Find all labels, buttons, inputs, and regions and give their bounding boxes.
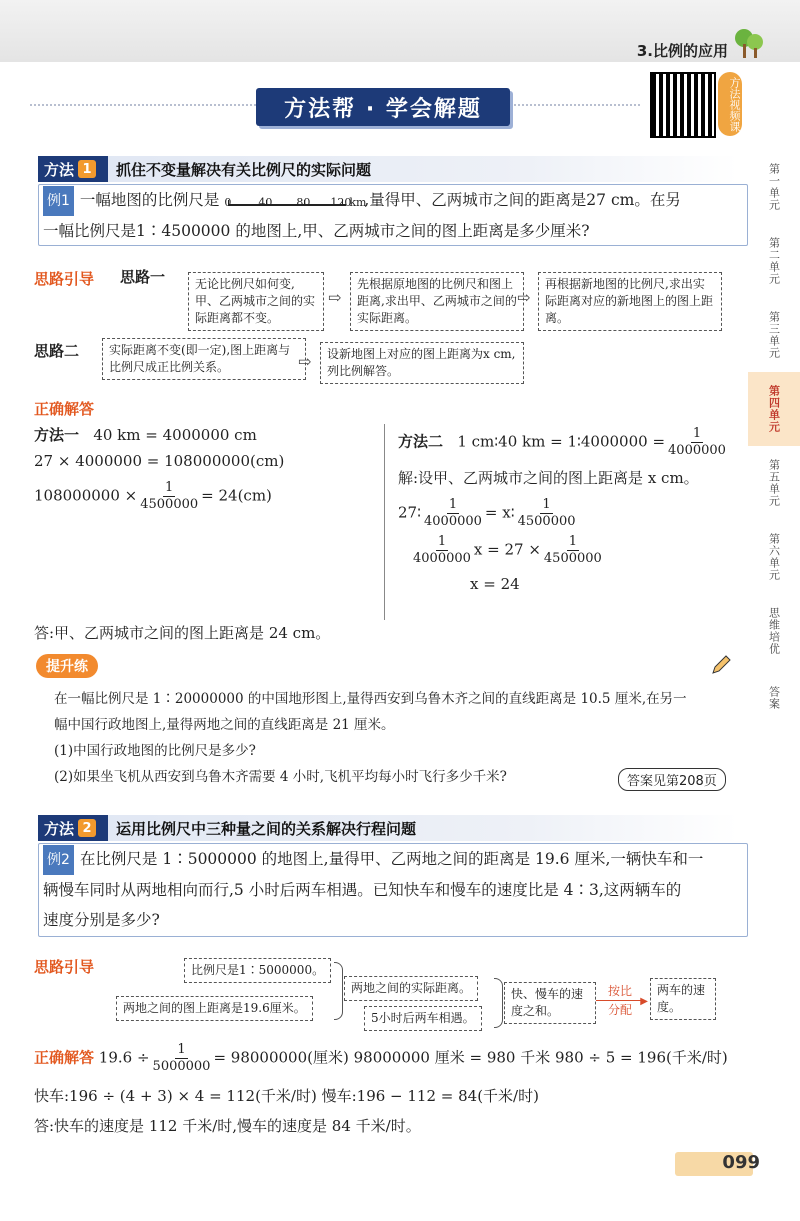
tab-unit-4[interactable]: 第四单元 — [748, 372, 800, 446]
example-text: ,量得甲、乙两城市之间的距离是27 cm。在另 — [364, 191, 681, 209]
solution-line: 1 cm∶40 km = 1∶4000000 = — [457, 432, 666, 451]
section-banner: 方法帮 · 学会解题 — [256, 88, 510, 126]
tab-unit-1[interactable]: 第一单元 — [767, 163, 781, 211]
solution-method-2 — [398, 426, 729, 597]
solution-line: x = 27 × — [473, 540, 541, 559]
example-2-box — [38, 843, 748, 937]
fraction: $\frac{1}{4000000}$ — [424, 497, 482, 529]
example-text: 辆慢车同时从两地相向而行,5 小时后两车相遇。已知快车和慢车的速度比是 4∶3,这两辆车的 — [43, 881, 682, 899]
tree-icon — [734, 24, 764, 60]
brace — [494, 978, 503, 1028]
method-label: 方法 2 — [38, 815, 108, 841]
guide-label: 思路引导 — [34, 270, 95, 288]
tab-unit-2[interactable]: 第二单元 — [767, 237, 781, 285]
practice-label: 提升练 — [36, 654, 98, 678]
method-1-title: 抓住不变量解决有关比例尺的实际问题 — [116, 160, 372, 179]
answer-label: 正确解答 — [34, 400, 95, 418]
arrow-icon: ⇨ — [517, 288, 531, 307]
tab-answers[interactable]: 答案 — [767, 686, 781, 710]
idea-2-label: 思路二 — [34, 342, 80, 360]
example-1-box — [38, 184, 748, 246]
method-2-header — [38, 815, 738, 841]
arrow-icon: ⇨ — [328, 288, 342, 307]
practice-question-1: (1)中国行政地图的比例尺是多少? — [54, 743, 256, 759]
final-answer: 答:甲、乙两城市之间的图上距离是 24 cm。 — [34, 624, 331, 642]
scale-unit: km — [349, 196, 367, 209]
fraction: $\frac{1}{4500000}$ — [517, 497, 576, 529]
method-2-answer: 正确解答 19.6 ÷ $\frac{1}{5000000}$ = 98000000(厘米) 98000000 厘米 = 980 千米 980 ÷ 5 = 196(千米/时) 快车:196 ÷ (4 + 3) × 4 = 112(千米/时) 慢车:196 − 112 = 84(千米/时) 答:快车的速度是 112 千米/时,慢车的速度是 84 千米/时。 — [34, 1042, 728, 1141]
pencil-icon — [710, 654, 732, 676]
final-answer: 答:快车的速度是 112 千米/时,慢车的速度是 84 千米/时。 — [34, 1117, 421, 1135]
solution-line: 解:设甲、乙两城市之间的图上距离是 x cm。 — [398, 469, 699, 487]
method-label: 方法 1 — [38, 156, 108, 182]
idea-1-box-2: 先根据原地图的比例尺和图上距离,求出甲、乙两城市之间的实际距离。 — [350, 272, 524, 331]
scale-box: 比例尺是1∶5000000。 — [184, 958, 331, 983]
solution-line: = x∶ — [484, 503, 515, 522]
idea-2-box-1: 实际距离不变(即一定),图上距离与比例尺成正比例关系。 — [102, 338, 306, 380]
allocate-arrow: 按比 ▶ 分配 — [596, 982, 644, 1019]
brace — [334, 962, 343, 1020]
example-text: 一幅比例尺是1∶4500000 的地图上,甲、乙两城市之间的图上距离是多少厘米? — [43, 222, 590, 240]
method-one-title: 方法一 — [34, 426, 80, 444]
scale-label: 0 — [224, 196, 232, 209]
idea-1-label: 思路一 — [120, 268, 166, 286]
solution-line: = 98000000(厘米) 98000000 厘米 = 980 千米 980 ÷ 5 = 196(千米/时) — [213, 1048, 728, 1067]
fraction: $\frac{1}{4500000}$ — [140, 480, 199, 512]
meeting-time-box: 5小时后两车相遇。 — [364, 1006, 482, 1031]
example-tag: 例1 — [43, 186, 74, 216]
fraction: $\frac{1}{4000000}$ — [413, 534, 471, 566]
page-number: 099 — [722, 1152, 760, 1173]
map-distance-box: 两地之间的图上距离是19.6厘米。 — [116, 996, 313, 1021]
answer-reference[interactable]: 答案见第208页 — [618, 768, 726, 791]
real-distance-box: 两地之间的实际距离。 — [344, 976, 478, 1001]
fraction: $\frac{1}{4500000}$ — [543, 534, 602, 566]
practice-question-2: (2)如果坐飞机从西安到乌鲁木齐需要 4 小时,飞机平均每小时飞行多少千米? — [54, 769, 507, 785]
fraction: $\frac{1}{5000000}$ — [152, 1042, 211, 1074]
two-speeds-box: 两车的速度。 — [650, 978, 716, 1020]
speed-sum-box: 快、慢车的速度之和。 — [504, 982, 596, 1024]
scale-label: 80 — [296, 196, 311, 209]
solution-line: 27∶ — [398, 503, 421, 522]
idea-1-box-1: 无论比例尺如何变,甲、乙两城市之间的实际距离都不变。 — [188, 272, 324, 331]
fraction: $\frac{1}{4000000}$ — [668, 426, 726, 458]
answer-label: 正确解答 — [34, 1048, 95, 1067]
solution-line: 40 km = 4000000 cm — [93, 426, 257, 444]
solution-line: x = 24 — [470, 575, 520, 593]
scale-label: 40 — [258, 196, 273, 209]
video-lesson-label: 方法视频课 — [718, 72, 742, 136]
example-text: 在比例尺是 1∶5000000 的地图上,量得甲、乙两地之间的距离是 19.6 厘米,一辆快车和一 — [79, 850, 704, 868]
example-text: 一幅地图的比例尺是 — [79, 191, 220, 209]
tab-unit-5[interactable]: 第五单元 — [767, 459, 781, 507]
example-text: 速度分别是多少? — [43, 911, 160, 929]
method-number: 2 — [78, 819, 96, 837]
solution-line: 快车:196 ÷ (4 + 3) × 4 = 112(千米/时) 慢车:196 − 112 = 84(千米/时) — [34, 1087, 539, 1105]
practice-text: 在一幅比例尺是 1∶20000000 的中国地形图上,量得西安到乌鲁木齐之间的直线距离是 10.5 厘米,在另一 幅中国行政地图上,量得两地之间的直线距离是 21 厘米。 (1)中国行政地图的比例尺是多少? (2)如果坐飞机从西安到乌鲁木齐需要 4 小时,飞机平均每小时飞行多少千米? — [54, 686, 734, 790]
scale-bar — [224, 188, 367, 214]
example-tag: 例2 — [43, 845, 74, 875]
column-divider — [384, 424, 385, 620]
solution-line: 27 × 4000000 = 108000000(cm) — [34, 452, 285, 470]
method-2-title: 运用比例尺中三种量之间的关系解决行程问题 — [116, 819, 417, 838]
method-1-header — [38, 156, 738, 182]
unit-side-tabs — [748, 150, 800, 728]
chapter-title: 3.比例的应用 — [636, 42, 728, 60]
solution-line: 108000000 × — [34, 486, 138, 505]
arrow-icon: ⇨ — [298, 352, 312, 371]
solution-method-1 — [34, 422, 284, 513]
scale-label: 120 — [330, 196, 352, 209]
idea-2-box-2: 设新地图上对应的图上距离为x cm,列比例解答。 — [320, 342, 524, 384]
method-number: 1 — [78, 160, 96, 178]
guide-label: 思路引导 — [34, 958, 95, 976]
idea-1-box-3: 再根据新地图的比例尺,求出实际距离对应的新地图上的图上距离。 — [538, 272, 722, 331]
tab-unit-6[interactable]: 第六单元 — [767, 533, 781, 581]
qr-code-icon[interactable] — [650, 72, 716, 138]
tab-thinking[interactable]: 思维培优 — [767, 607, 781, 655]
solution-line: = 24(cm) — [201, 486, 272, 505]
method-two-title: 方法二 — [398, 432, 444, 451]
tab-unit-3[interactable]: 第三单元 — [767, 311, 781, 359]
